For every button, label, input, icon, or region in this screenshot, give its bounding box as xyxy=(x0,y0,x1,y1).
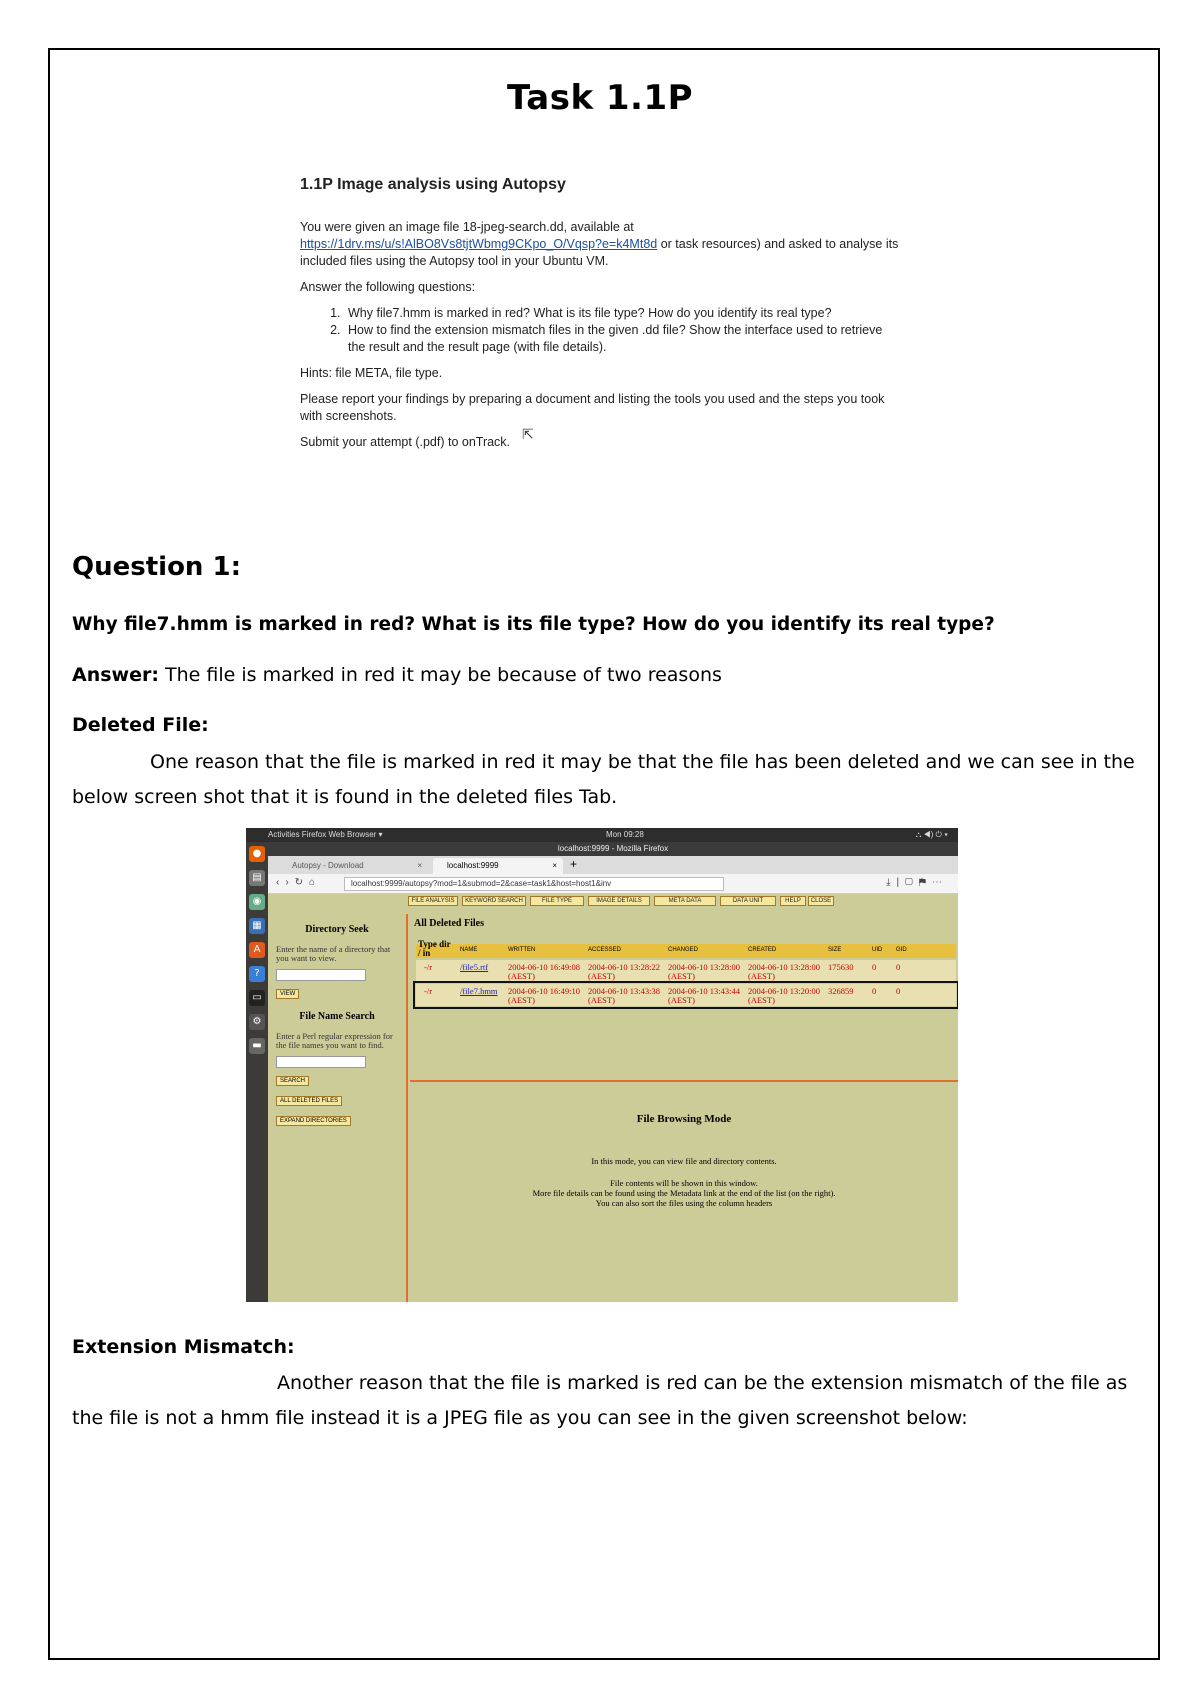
nav-buttons-icon[interactable]: ‹›↻⌂ xyxy=(276,877,322,888)
help-icon: ? xyxy=(249,966,265,982)
col-gid[interactable]: GID xyxy=(896,947,907,953)
col-created[interactable]: CREATED xyxy=(748,947,777,953)
writer-icon: ▦ xyxy=(249,918,265,934)
answer-line xyxy=(72,664,722,686)
toolbar-icons[interactable]: ⤓|▢⚑⋯ xyxy=(886,877,948,888)
close-button[interactable]: CLOSE xyxy=(808,896,834,906)
extension-mismatch-heading: Extension Mismatch: xyxy=(72,1336,295,1358)
ubuntu-launcher xyxy=(246,842,268,1302)
deleted-files-heading: All Deleted Files xyxy=(414,918,484,929)
directory-seek-text: Enter the name of a directory that you want to view. xyxy=(276,944,391,963)
terminal-icon: ▭ xyxy=(249,990,265,1006)
col-changed[interactable]: CHANGED xyxy=(668,947,699,953)
help-button[interactable]: HELP xyxy=(780,896,806,906)
directory-seek-heading: Directory Seek xyxy=(305,924,369,935)
task-question-item: 1. Why file7.hmm is marked in red? What is its file type? How do you identify its real type? xyxy=(344,305,900,322)
answer-label: Answer: xyxy=(72,664,159,686)
firefox-icon: ● xyxy=(249,846,265,862)
deleted-file-paragraph: One reason that the file is marked in red it may be that the file has been deleted and we can see in the below screen shot that it is found in the deleted files Tab. xyxy=(72,751,1135,808)
task-question-list xyxy=(326,305,900,356)
autopsy-screenshot xyxy=(246,828,958,1302)
page-title: Task 1.1P xyxy=(506,78,694,118)
close-icon[interactable]: × xyxy=(417,861,422,870)
autopsy-right-panel xyxy=(410,914,958,1302)
question-text: Why file7.hmm is marked in red? What is its file type? How do you identify its real type? xyxy=(72,614,995,635)
autopsy-mode-buttons xyxy=(408,894,958,914)
task-question-item: 2. How to find the extension mismatch files in the given .dd file? Show the interface used to retrieve the result and the result page (with file details). xyxy=(344,322,900,356)
task-heading: 1.1P Image analysis using Autopsy xyxy=(300,176,566,193)
mode-line: In this mode, you can view file and directory contents. xyxy=(591,1156,777,1166)
table-header xyxy=(416,944,956,958)
deleted-files-list xyxy=(410,914,958,1082)
file-name-search-heading: File Name Search xyxy=(299,1011,375,1022)
file-browsing-panel xyxy=(410,1084,958,1302)
navigation-bar xyxy=(268,874,958,894)
url-input[interactable]: localhost:9999/autopsy?mod=1&submod=2&case=task1&host=host1&inv xyxy=(344,877,724,891)
clock: Mon 09:28 xyxy=(606,830,644,839)
ubuntu-top-bar xyxy=(246,828,958,842)
meta-data-button[interactable]: META DATA xyxy=(654,896,716,906)
table-row[interactable]: -/r /file5.rtf 2004-06-10 16:49:08 (AEST) 2004-06-10 13:28:22 (AEST) 2004-06-10 13:28:00 (AEST) 2004-06-10 13:28:00 (AEST) 175630 0 0 xyxy=(416,960,956,982)
software-icon: A xyxy=(249,942,265,958)
mouse-cursor-icon: ⇱ xyxy=(522,426,534,442)
file-analysis-button[interactable]: FILE ANALYSIS xyxy=(408,896,458,906)
answer-text: The file is marked in red it may be because of two reasons xyxy=(158,664,722,686)
deleted-file-heading: Deleted File: xyxy=(72,714,209,736)
autopsy-content xyxy=(268,894,958,1302)
autopsy-left-panel xyxy=(268,914,408,1302)
task-hints: Hints: file META, file type. xyxy=(300,366,443,380)
task-submit: Submit your attempt (.pdf) to onTrack. xyxy=(300,435,511,449)
col-type: Type dir / in xyxy=(418,939,451,958)
table-row-highlighted[interactable]: -/r /file7.hmm 2004-06-10 16:49:10 (AEST) 2004-06-10 13:43:38 (AEST) 2004-06-10 13:43:44 (AEST) 2004-06-10 13:20:00 (AEST) 326859 0 0 xyxy=(416,984,956,1006)
rhythmbox-icon: ◉ xyxy=(249,894,265,910)
extension-mismatch-paragraph: Another reason that the file is marked is red can be the extension mismatch of the file as the file is not a hmm file instead it is a JPEG file as you can see in the given screenshot below: xyxy=(72,1372,1128,1429)
task-screenshot xyxy=(300,176,900,516)
browser-tab-localhost[interactable]: localhost:9999 × xyxy=(433,858,563,874)
col-uid[interactable]: UID xyxy=(872,947,883,953)
close-icon[interactable]: × xyxy=(552,861,557,870)
file-type-button[interactable]: FILE TYPE xyxy=(530,896,584,906)
browser-tab-autopsy[interactable]: Autopsy - Download × xyxy=(278,858,428,874)
directory-input[interactable] xyxy=(276,969,366,981)
task-answer-prompt: Answer the following questions: xyxy=(300,280,476,294)
file-name-search-text: Enter a Perl regular expression for the file names you want to find. xyxy=(276,1031,393,1050)
settings-icon: ⚙ xyxy=(249,1014,265,1030)
keyword-search-button[interactable]: KEYWORD SEARCH xyxy=(462,896,526,906)
window-title-bar: localhost:9999 - Mozilla Firefox xyxy=(268,842,958,856)
drive-icon: ▬ xyxy=(249,1038,265,1054)
file-name-input[interactable] xyxy=(276,1056,366,1068)
task-intro: You were given an image file 18-jpeg-search.dd, available at https://1drv.ms/u/s!AlBO8Vs8tjtWbmg9CKpo_O/Vqsp?e=k4Mt8d or task resources) and asked to analyse its included files using the Autopsy tool in your Ubuntu VM. xyxy=(300,220,899,268)
all-deleted-files-button[interactable]: ALL DELETED FILES xyxy=(276,1096,342,1106)
col-size[interactable]: SIZE xyxy=(828,947,842,953)
col-written[interactable]: WRITTEN xyxy=(508,947,536,953)
task-link[interactable]: https://1drv.ms/u/s!AlBO8Vs8tjtWbmg9CKpo_O/Vqsp?e=k4Mt8d xyxy=(300,237,658,251)
mode-line: You can also sort the files using the column headers xyxy=(595,1198,773,1208)
search-button[interactable]: SEARCH xyxy=(276,1076,309,1086)
system-tray-icon: ⛬ ◀) ⏻ ▾ xyxy=(915,830,948,839)
new-tab-icon[interactable]: + xyxy=(570,857,578,871)
files-icon: ▤ xyxy=(249,870,265,886)
file-browsing-mode-title: File Browsing Mode xyxy=(636,1113,732,1125)
data-unit-button[interactable]: DATA UNIT xyxy=(720,896,776,906)
mode-line: More file details can be found using the Metadata link at the end of the list (on the right). xyxy=(532,1188,836,1198)
task-report: Please report your findings by preparing a document and listing the tools you used and the steps you took with screenshots. xyxy=(300,392,885,423)
question-heading: Question 1: xyxy=(72,552,241,582)
browser-tab-bar xyxy=(268,856,958,874)
mode-line: File contents will be shown in this window. xyxy=(610,1178,758,1188)
col-accessed[interactable]: ACCESSED xyxy=(588,947,622,953)
image-details-button[interactable]: IMAGE DETAILS xyxy=(588,896,650,906)
col-name[interactable]: NAME xyxy=(460,947,478,953)
activities-label: Activities Firefox Web Browser ▾ xyxy=(268,830,383,839)
view-button[interactable]: VIEW xyxy=(276,989,299,999)
expand-directories-button[interactable]: EXPAND DIRECTORIES xyxy=(276,1116,351,1126)
